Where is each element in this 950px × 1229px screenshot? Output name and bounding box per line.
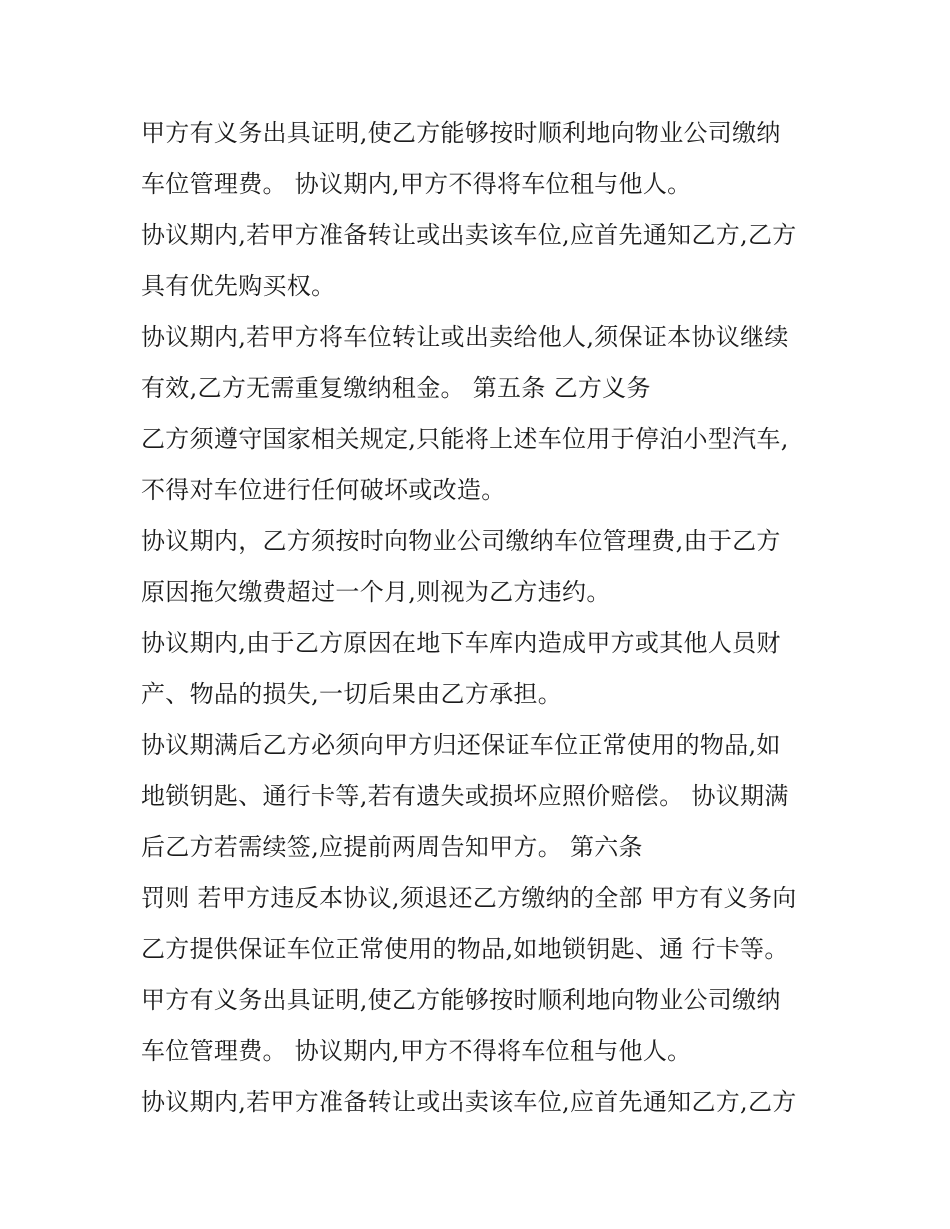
text-line-3: 协议期内,若甲方准备转让或出卖该车位,应首先通知乙方,乙方: [141, 221, 797, 249]
text-line-11: 协议期内,由于乙方原因在地下车库内造成甲方或其他人员财: [141, 629, 781, 657]
text-line-18: 甲方有义务出具证明,使乙方能够按时顺利地向物业公司缴纳: [141, 986, 781, 1014]
text-line-10: 原因拖欠缴费超过一个月,则视为乙方违约。: [141, 578, 611, 606]
text-line-1: 甲方有义务出具证明,使乙方能够按时顺利地向物业公司缴纳: [141, 119, 781, 147]
text-line-13: 协议期满后乙方必须向甲方归还保证车位正常使用的物品,如: [141, 731, 781, 759]
text-line-9: 协议期内，乙方须按时向物业公司缴纳车位管理费,由于乙方: [141, 527, 781, 555]
text-line-20: 协议期内,若甲方准备转让或出卖该车位,应首先通知乙方,乙方: [141, 1088, 797, 1116]
text-line-5: 协议期内,若甲方将车位转让或出卖给他人,须保证本协议继续: [141, 323, 789, 351]
text-line-17: 乙方提供保证车位正常使用的物品,如地锁钥匙、通 行卡等。: [141, 935, 789, 963]
text-line-15: 后乙方若需续签,应提前两周告知甲方。 第六条: [141, 833, 643, 861]
text-line-14: 地锁钥匙、通行卡等,若有遗失或损坏应照价赔偿。 协议期满: [141, 782, 789, 810]
document-body: [141, 108, 821, 1128]
text-line-7: 乙方须遵守国家相关规定,只能将上述车位用于停泊小型汽车,: [141, 425, 789, 453]
text-line-19: 车位管理费。 协议期内,甲方不得将车位租与他人。: [141, 1037, 692, 1065]
text-line-4: 具有优先购买权。: [141, 272, 336, 300]
text-line-2: 车位管理费。 协议期内,甲方不得将车位租与他人。: [141, 170, 692, 198]
text-line-12: 产、物品的损失,一切后果由乙方承担。: [141, 680, 563, 708]
text-line-6: 有效,乙方无需重复缴纳租金。 第五条 乙方义务: [141, 374, 651, 402]
text-line-16: 罚则 若甲方违反本协议,须退还乙方缴纳的全部 甲方有义务向: [141, 884, 797, 912]
text-line-8: 不得对车位进行任何破坏或改造。: [141, 476, 506, 504]
